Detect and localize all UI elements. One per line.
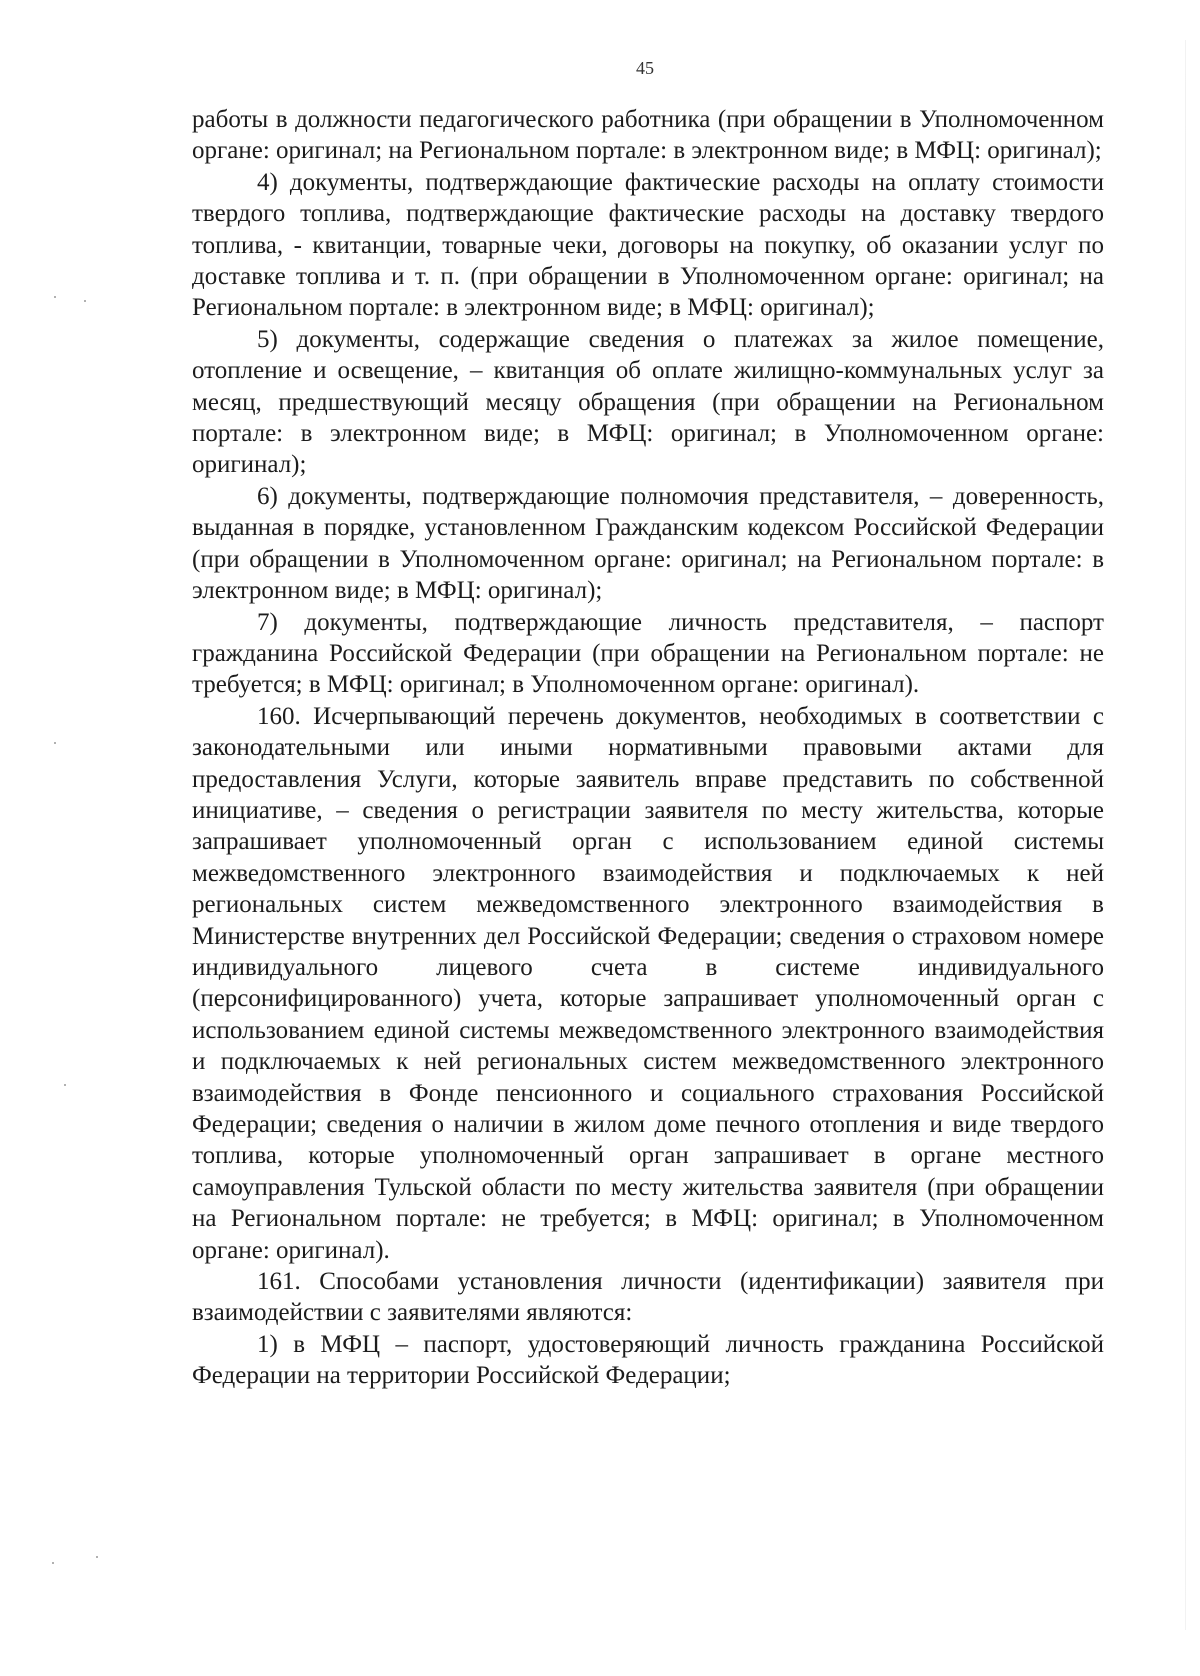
paragraph-item-7: 7) документы, подтверждающие личность представителя, – паспорт гражданина Российской Федерации (при обращении на Региональном портале: не требуется; в МФЦ: оригинал; в Уполномоченном органе: оригинал). [192, 608, 1104, 699]
paragraph-161: 161. Способами установления личности (идентификации) заявителя при взаимодействии с заявителями являются: [192, 1268, 1104, 1327]
scan-edge-line [1185, 40, 1186, 1630]
paragraph-item-6: 6) документы, подтверждающие полномочия представителя, – доверенность, выданная в порядке, установленном Гражданским кодексом Российской Федерации (при обращении в Уполномоченном органе: оригинал; на Региональном портале: в электронном виде; в МФЦ: оригинал); [192, 482, 1104, 605]
paragraph-161-item-1: 1) в МФЦ – паспорт, удостоверяющий личность гражданина Российской Федерации на территории Российской Федерации; [192, 1330, 1104, 1390]
paragraph-continuation: работы в должности педагогического работника (при обращении в Уполномоченном органе: оригинал; на Региональном портале: в электронном виде; в МФЦ: оригинал); [192, 106, 1104, 165]
page-number: 45 [636, 58, 654, 78]
scan-speck [64, 1084, 66, 1086]
scan-speck [54, 742, 56, 744]
document-body [192, 104, 1104, 1392]
paragraph-item-5: 5) документы, содержащие сведения о платежах за жилое помещение, отопление и освещение, – квитанция об оплате жилищно-коммунальных услуг за месяц, предшествующий месяцу обращения (при обращении на Региональном портале: в электронном виде; в МФЦ: оригинал; в Уполномоченном органе: оригинал); [192, 325, 1104, 479]
scan-speck [52, 1562, 54, 1564]
scan-speck [96, 1556, 98, 1558]
scan-speck [84, 300, 86, 302]
paragraph-160: 160. Исчерпывающий перечень документов, необходимых в соответствии с законодательными или иными нормативными правовыми актами для предоставления Услуги, которые заявитель вправе представить по собственной инициативе, – сведения о регистрации заявителя по месту жительства, которые запрашивает уполномоченный орган с использованием единой системы межведомственного электронного взаимодействия и подключаемых к ней региональных систем межведомственного электронного взаимодействия в Министерстве внутренних дел Российской Федерации; сведения о страховом номере индивидуального лицевого счета в системе индивидуального (персонифицированного) учета, которые запрашивает уполномоченный орган с использованием единой системы межведомственного электронного взаимодействия и подключаемых к ней региональных систем межведомственного электронного взаимодействия в Фонде пенсионного и социального страхования Российской Федерации; сведения о наличии в жилом доме печного отопления и виде твердого топлива, которые уполномоченный орган запрашивает в органе местного самоуправления Тульской области по месту жительства заявителя (при обращении на Региональном портале: не требуется; в МФЦ: оригинал; в Уполномоченном органе: оригинал). [192, 702, 1104, 1264]
paragraph-item-4: 4) документы, подтверждающие фактические расходы на оплату стоимости твердого топлива, подтверждающие фактические расходы на доставку твердого топлива, - квитанции, товарные чеки, договоры на покупку, об оказании услуг по доставке топлива и т. п. (при обращении в Уполномоченном органе: оригинал; на Региональном портале: в электронном виде; в МФЦ: оригинал); [192, 168, 1104, 322]
scan-speck [54, 296, 56, 298]
